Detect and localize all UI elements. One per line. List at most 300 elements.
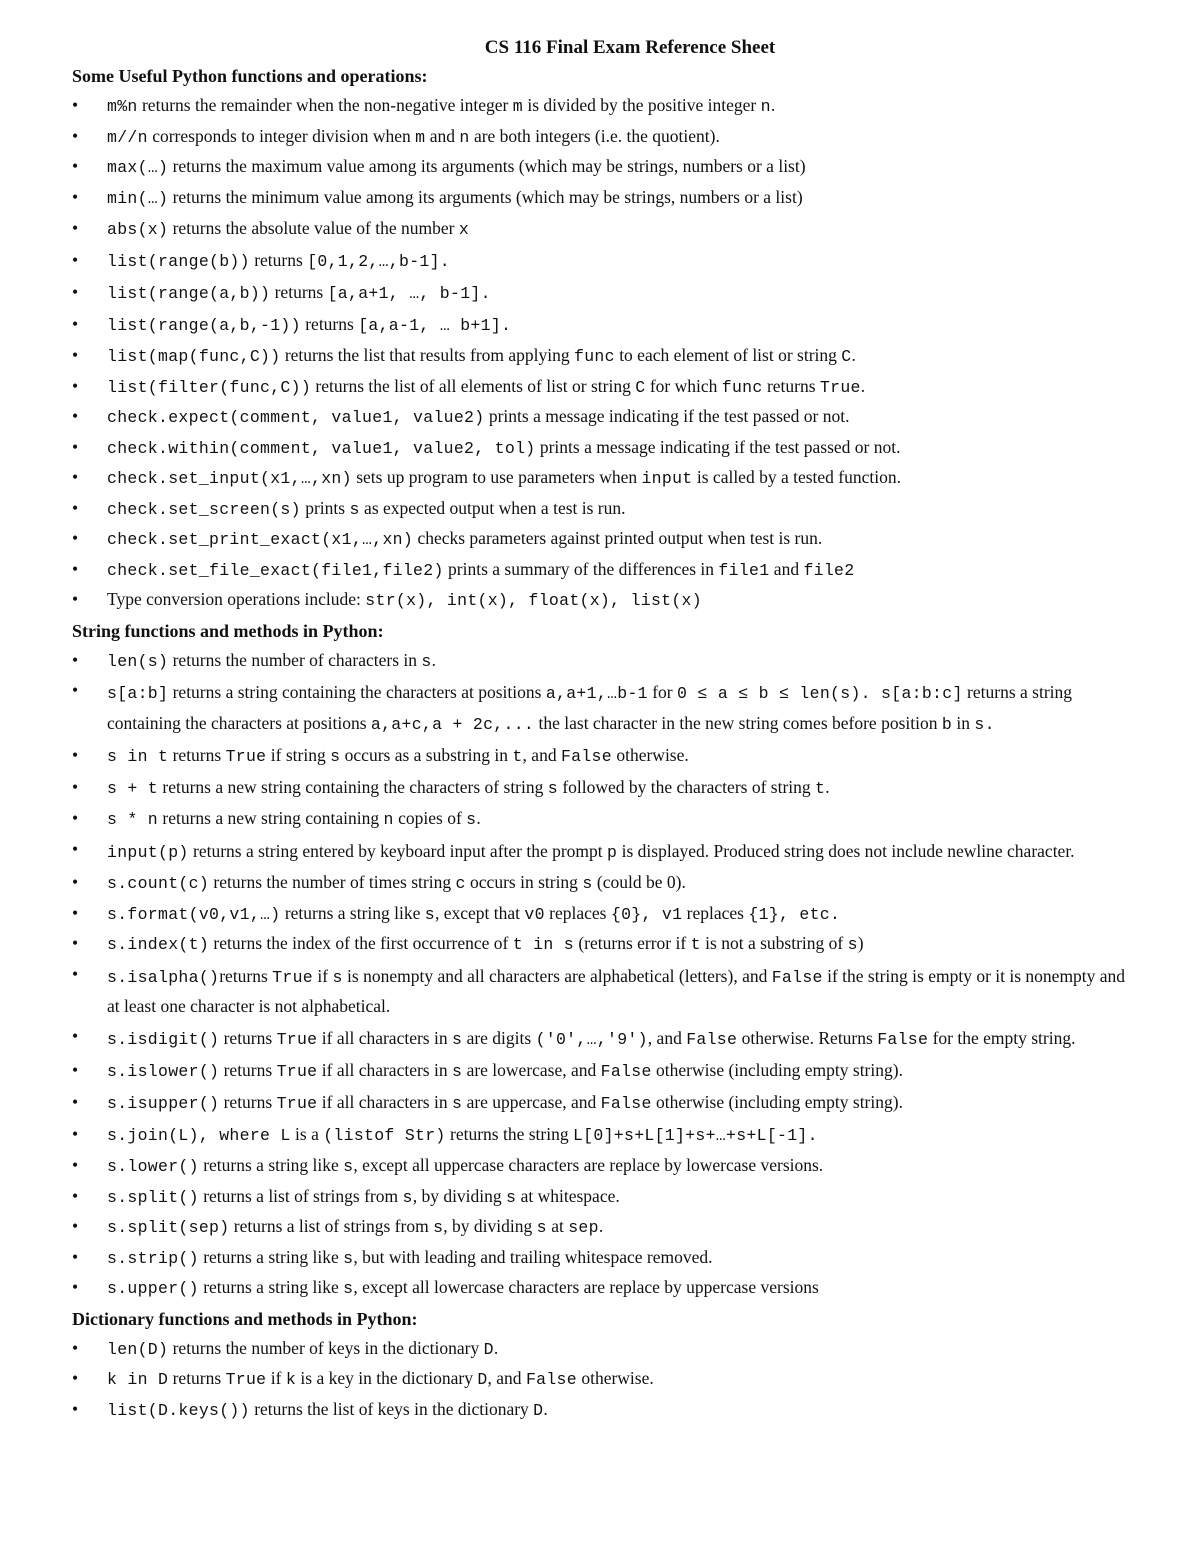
- text-fragment: as expected output when a test is run.: [359, 497, 626, 518]
- code-fragment: m: [512, 97, 523, 116]
- bullet-icon: •: [72, 1025, 79, 1046]
- text-fragment: returns the maximum value among its arguments (which may be strings, numbers or a list): [168, 156, 806, 176]
- code-fragment: s: [424, 904, 435, 924]
- code-fragment: s: [547, 779, 558, 798]
- bullet-icon: •: [72, 649, 79, 670]
- bullet-icon: •: [72, 497, 79, 518]
- text-fragment: returns: [168, 1368, 226, 1388]
- code-fragment: list(map(func,C)): [107, 347, 281, 366]
- text-fragment: if the string is empty or it is nonempty and at least one character is not alphabetical.: [107, 965, 1126, 1016]
- list-item: [72, 1022, 1132, 1056]
- text-fragment: in: [952, 712, 975, 733]
- section-some-useful: [72, 61, 1132, 616]
- list-item: [72, 835, 1132, 869]
- text-fragment: (could be 0).: [592, 872, 686, 892]
- code-fragment: list(range(a,b,-1)): [107, 316, 301, 335]
- text-fragment: if string: [266, 745, 331, 765]
- bullet-icon: •: [72, 902, 79, 923]
- text-fragment: are digits: [462, 1027, 536, 1048]
- list-item: [72, 1273, 1132, 1304]
- text-fragment: and: [769, 558, 804, 579]
- code-fragment: s.index(t): [107, 935, 210, 954]
- code-fragment: s.split(): [107, 1187, 199, 1207]
- bullet-icon: •: [72, 375, 79, 396]
- text-fragment: occurs as a substring in: [340, 745, 513, 765]
- text-fragment: returns the number of times string: [209, 872, 456, 892]
- text-fragment: returns: [300, 314, 359, 334]
- code-fragment: file2: [803, 560, 855, 580]
- list-item: [72, 463, 1132, 494]
- text-fragment: returns the number of characters in: [168, 649, 422, 670]
- code-fragment: s[a:b]: [107, 684, 169, 703]
- text-fragment: , except that: [434, 902, 525, 923]
- bullet-icon: •: [72, 282, 79, 302]
- list-item: [72, 183, 1132, 214]
- text-fragment: returns a list of strings from: [229, 1216, 434, 1236]
- text-fragment: returns the list that results from applying: [280, 345, 574, 365]
- code-fragment: D: [483, 1339, 494, 1359]
- code-fragment: s in t: [107, 747, 169, 766]
- code-fragment: True: [276, 1062, 318, 1081]
- code-fragment: True: [276, 1094, 318, 1113]
- text-fragment: returns the number of keys in the dictionary: [168, 1337, 484, 1358]
- bullet-icon: •: [72, 528, 79, 548]
- text-fragment: are lowercase, and: [462, 1060, 601, 1080]
- text-fragment: returns a new string containing: [158, 808, 384, 828]
- code-fragment: list(range(b)): [107, 252, 250, 271]
- text-fragment: , but with leading and trailing whitespace removed.: [353, 1246, 713, 1267]
- list-item: [72, 1243, 1132, 1274]
- code-fragment: min(…): [107, 188, 169, 208]
- text-fragment: for: [647, 682, 678, 702]
- code-fragment: D: [477, 1370, 488, 1389]
- text-fragment: checks parameters against printed output when test is run.: [413, 528, 823, 548]
- text-fragment: and: [425, 125, 460, 146]
- code-fragment: s: [433, 1218, 444, 1237]
- text-fragment: returns a string like: [198, 1277, 344, 1297]
- bullet-icon: •: [72, 838, 79, 859]
- text-fragment: is not a substring of: [700, 933, 848, 953]
- bullet-icon: •: [72, 777, 79, 797]
- code-fragment: s: [343, 1157, 354, 1176]
- code-fragment: v0: [524, 904, 545, 924]
- code-fragment: False: [560, 747, 612, 766]
- text-fragment: is nonempty and all characters are alphabetical (letters), and: [342, 965, 772, 986]
- code-fragment: input: [641, 469, 693, 488]
- text-fragment: .: [770, 95, 776, 115]
- bullet-icon: •: [72, 250, 79, 270]
- code-fragment: C: [635, 377, 646, 397]
- list-item: [72, 433, 1132, 464]
- text-fragment: returns: [219, 1060, 277, 1080]
- bullet-icon: •: [72, 1060, 79, 1080]
- list-item: [72, 1182, 1132, 1213]
- text-fragment: returns a string entered by keyboard input after the prompt: [188, 840, 608, 861]
- list-item: [72, 1334, 1132, 1365]
- bullet-icon: •: [72, 589, 79, 609]
- code-fragment: t: [512, 747, 523, 766]
- bullet-icon: •: [72, 218, 79, 238]
- code-fragment: s: [402, 1187, 413, 1207]
- bullet-icon: •: [72, 808, 79, 828]
- code-fragment: s: [349, 499, 360, 519]
- bullet-icon: •: [72, 125, 79, 146]
- code-fragment: False: [877, 1029, 929, 1049]
- list-item: [72, 960, 1132, 1022]
- list-item: [72, 372, 1132, 403]
- code-fragment: True: [225, 1370, 267, 1389]
- list-item: [72, 929, 1132, 960]
- text-fragment: .: [825, 777, 830, 797]
- list-item: [72, 1151, 1132, 1182]
- text-fragment: ): [857, 933, 864, 953]
- text-fragment: prints a summary of the differences in: [443, 558, 719, 579]
- code-fragment: s.: [974, 714, 995, 734]
- code-fragment: True: [819, 377, 861, 397]
- text-fragment: occurs in string: [465, 872, 583, 892]
- code-fragment: s: [343, 1248, 354, 1268]
- text-fragment: replaces: [682, 902, 749, 923]
- bullet-list: [72, 1334, 1132, 1426]
- text-fragment: at: [546, 1216, 569, 1236]
- text-fragment: corresponds to integer division when: [147, 125, 416, 146]
- text-fragment: returns the absolute value of the number: [168, 218, 459, 238]
- list-item: [72, 1212, 1132, 1243]
- code-fragment: True: [276, 1029, 318, 1049]
- list-item: [72, 213, 1132, 245]
- bullet-icon: •: [72, 1368, 79, 1388]
- code-fragment: check.expect(comment, value1, value2): [107, 408, 485, 427]
- code-fragment: s.isdigit(): [107, 1029, 220, 1049]
- code-fragment: False: [771, 967, 823, 987]
- code-fragment: c: [455, 874, 466, 893]
- code-fragment: s.join(L), where L: [107, 1126, 291, 1145]
- bullet-icon: •: [72, 467, 79, 487]
- code-fragment: list(filter(func,C)): [107, 377, 312, 397]
- code-fragment: s.split(sep): [107, 1218, 230, 1237]
- bullet-list: [72, 646, 1132, 1304]
- text-fragment: .: [598, 1216, 604, 1236]
- section-string-functions: [72, 616, 1132, 1304]
- bullet-icon: •: [72, 1155, 79, 1175]
- text-fragment: if all characters in: [317, 1027, 452, 1048]
- bullet-icon: •: [72, 963, 79, 984]
- text-fragment: , and: [647, 1027, 687, 1048]
- text-fragment: , except all uppercase characters are replace by lowercase versions.: [353, 1155, 824, 1175]
- text-fragment: otherwise.: [611, 745, 689, 765]
- list-item: [72, 277, 1132, 309]
- code-fragment: len(D): [107, 1339, 169, 1359]
- text-fragment: is a key in the dictionary: [296, 1368, 478, 1388]
- bullet-list: [72, 91, 1132, 616]
- code-fragment: s: [451, 1094, 463, 1113]
- code-fragment: input(p): [107, 842, 189, 862]
- code-fragment: m: [415, 127, 426, 147]
- code-fragment: str(x), int(x), float(x), list(x): [365, 591, 702, 610]
- code-fragment: func: [574, 347, 615, 366]
- bullet-icon: •: [72, 406, 79, 426]
- text-fragment: returns: [249, 250, 308, 270]
- text-fragment: returns: [219, 1092, 277, 1112]
- text-fragment: returns: [168, 745, 226, 765]
- section-heading: String functions and methods in Python:: [72, 620, 384, 641]
- code-fragment: {0}, v1: [610, 904, 683, 924]
- text-fragment: prints: [300, 497, 350, 518]
- code-fragment: x: [458, 220, 470, 239]
- text-fragment: returns a list of strings from: [198, 1185, 403, 1206]
- section-dictionary-functions: [72, 1304, 1132, 1426]
- code-fragment: t: [690, 935, 701, 954]
- bullet-icon: •: [72, 558, 79, 579]
- text-fragment: is divided by the positive integer: [522, 95, 761, 115]
- text-fragment: Type conversion operations include:: [107, 589, 366, 609]
- bullet-icon: •: [72, 1092, 79, 1112]
- code-fragment: C: [841, 347, 852, 366]
- bullet-icon: •: [72, 933, 79, 953]
- reference-content: [72, 61, 1132, 1425]
- code-fragment: k: [285, 1370, 297, 1389]
- list-item: [72, 122, 1132, 153]
- code-fragment: file1: [718, 560, 770, 580]
- code-fragment: s: [332, 967, 343, 987]
- code-fragment: [a,a+1, …, b-1].: [327, 284, 491, 303]
- list-item: [72, 341, 1132, 372]
- text-fragment: (returns error if: [573, 933, 691, 953]
- text-fragment: for the empty string.: [928, 1027, 1076, 1048]
- code-fragment: list(D.keys()): [107, 1400, 250, 1420]
- list-item: [72, 740, 1132, 772]
- text-fragment: if all characters in: [317, 1060, 452, 1080]
- code-fragment: s.upper(): [107, 1279, 199, 1298]
- bullet-icon: •: [72, 186, 79, 207]
- bullet-icon: •: [72, 1185, 79, 1206]
- text-fragment: sets up program to use parameters when: [351, 467, 642, 487]
- text-fragment: is a: [290, 1124, 324, 1144]
- text-fragment: if: [313, 965, 333, 986]
- code-fragment: s: [536, 1218, 547, 1237]
- bullet-icon: •: [72, 1398, 79, 1419]
- list-item: [72, 524, 1132, 555]
- text-fragment: is called by a tested function.: [692, 467, 901, 487]
- list-item: [72, 555, 1132, 586]
- section-heading: Dictionary functions and methods in Python:: [72, 1308, 418, 1329]
- text-fragment: are both integers (i.e. the quotient).: [469, 125, 720, 146]
- text-fragment: if all characters in: [317, 1092, 452, 1112]
- code-fragment: s.lower(): [107, 1157, 199, 1176]
- code-fragment: s: [343, 1279, 354, 1298]
- bullet-icon: •: [72, 1337, 79, 1358]
- text-fragment: returns: [270, 282, 328, 302]
- page-title: CS 116 Final Exam Reference Sheet: [484, 37, 776, 58]
- list-item: [72, 1395, 1132, 1426]
- text-fragment: followed by the characters of string: [557, 777, 816, 797]
- text-fragment: returns a new string containing the characters of string: [158, 777, 548, 797]
- list-item: [72, 1055, 1132, 1087]
- text-fragment: .: [476, 808, 481, 828]
- text-fragment: replaces: [544, 902, 611, 923]
- code-fragment: n: [760, 97, 771, 116]
- list-item: [72, 899, 1132, 930]
- code-fragment: list(range(a,b)): [107, 284, 271, 303]
- code-fragment: s: [582, 874, 593, 893]
- list-item: [72, 1087, 1132, 1119]
- code-fragment: s: [847, 935, 858, 954]
- code-fragment: s.isalpha(): [107, 967, 220, 987]
- code-fragment: k in D: [107, 1370, 169, 1389]
- code-fragment: func: [721, 377, 763, 397]
- text-fragment: , by dividing: [412, 1185, 507, 1206]
- code-fragment: check.set_print_exact(x1,…,xn): [107, 530, 414, 549]
- code-fragment: {1}, etc.: [748, 904, 841, 924]
- text-fragment: , and: [487, 1368, 526, 1388]
- code-fragment: check.within(comment, value1, value2, tol): [107, 438, 536, 458]
- bullet-icon: •: [72, 1216, 79, 1236]
- text-fragment: returns: [219, 965, 273, 986]
- text-fragment: for which: [645, 375, 722, 396]
- text-fragment: returns the minimum value among its arguments (which may be strings, numbers or a list): [168, 186, 803, 207]
- code-fragment: n: [459, 127, 470, 147]
- text-fragment: returns a string like: [198, 1246, 344, 1267]
- code-fragment: m//n: [107, 127, 148, 147]
- code-fragment: s: [451, 1062, 463, 1081]
- section-heading: Some Useful Python functions and operations:: [72, 66, 428, 86]
- list-item: [72, 494, 1132, 525]
- code-fragment: L[0]+s+L[1]+s+…+s+L[-1].: [572, 1126, 818, 1145]
- code-fragment: s * n: [107, 810, 159, 829]
- code-fragment: False: [600, 1094, 652, 1113]
- code-fragment: False: [525, 1370, 577, 1389]
- list-item: [72, 1119, 1132, 1151]
- bullet-icon: •: [72, 1246, 79, 1267]
- code-fragment: b: [941, 714, 953, 734]
- bullet-icon: •: [72, 156, 79, 176]
- text-fragment: to each element of list or string: [614, 345, 842, 365]
- code-fragment: abs(x): [107, 220, 169, 239]
- bullet-icon: •: [72, 1124, 79, 1144]
- list-item: [72, 585, 1132, 616]
- list-item: [72, 676, 1132, 740]
- code-fragment: s.format(v0,v1,…): [107, 904, 281, 924]
- code-fragment: s: [451, 1029, 463, 1049]
- code-fragment: a,a+c,a + 2c,...: [370, 714, 535, 734]
- code-fragment: n: [383, 810, 394, 829]
- list-item: [72, 772, 1132, 804]
- text-fragment: returns the list of all elements of list or string: [311, 375, 636, 396]
- bullet-icon: •: [72, 745, 79, 765]
- code-fragment: 0 ≤ a ≤ b ≤ len(s). s[a:b:c]: [677, 684, 963, 703]
- bullet-icon: •: [72, 872, 79, 892]
- code-fragment: len(s): [107, 651, 169, 671]
- code-fragment: s.count(c): [107, 874, 210, 893]
- list-item: [72, 868, 1132, 899]
- text-fragment: returns the index of the first occurrence of: [209, 933, 513, 953]
- code-fragment: s.isupper(): [107, 1094, 220, 1113]
- text-fragment: are uppercase, and: [462, 1092, 601, 1112]
- bullet-icon: •: [72, 1277, 79, 1297]
- text-fragment: returns the list of keys in the dictionary: [249, 1398, 534, 1419]
- code-fragment: t: [815, 779, 826, 798]
- bullet-icon: •: [72, 345, 79, 365]
- code-fragment: False: [600, 1062, 652, 1081]
- list-item: [72, 402, 1132, 433]
- code-fragment: D: [533, 1400, 544, 1420]
- text-fragment: returns the remainder when the non-negative integer: [137, 95, 513, 115]
- text-fragment: returns a string containing the characters at positions: [168, 682, 546, 702]
- code-fragment: s: [466, 810, 477, 829]
- code-fragment: t in s: [512, 935, 574, 954]
- list-item: [72, 309, 1132, 341]
- text-fragment: if: [266, 1368, 286, 1388]
- text-fragment: returns a string containing the characters at positions: [107, 682, 1073, 733]
- text-fragment: prints a message indicating if the test passed or not.: [535, 436, 901, 457]
- text-fragment: .: [851, 345, 856, 365]
- list-item: [72, 91, 1132, 122]
- code-fragment: s.strip(): [107, 1248, 199, 1268]
- code-fragment: s: [506, 1187, 517, 1207]
- text-fragment: , by dividing: [443, 1216, 537, 1236]
- code-fragment: s: [330, 747, 341, 766]
- code-fragment: sep: [568, 1218, 599, 1237]
- code-fragment: True: [272, 967, 314, 987]
- list-item: [72, 245, 1132, 277]
- text-fragment: returns: [219, 1027, 277, 1048]
- list-item: [72, 804, 1132, 835]
- text-fragment: otherwise.: [576, 1368, 654, 1388]
- code-fragment: check.set_input(x1,…,xn): [107, 469, 352, 488]
- text-fragment: at whitespace.: [516, 1185, 620, 1206]
- text-fragment: otherwise. Returns: [737, 1027, 878, 1048]
- code-fragment: True: [225, 747, 267, 766]
- text-fragment: , and: [522, 745, 561, 765]
- code-fragment: [0,1,2,…,b-1].: [307, 252, 451, 271]
- bullet-icon: •: [72, 314, 79, 334]
- list-item: [72, 646, 1132, 677]
- text-fragment: , except all lowercase characters are replace by uppercase versions: [353, 1277, 819, 1297]
- code-fragment: a,a+1,…b-1: [545, 684, 648, 703]
- bullet-icon: •: [72, 680, 79, 700]
- text-fragment: .: [860, 375, 866, 396]
- text-fragment: returns the string: [445, 1124, 573, 1144]
- code-fragment: False: [686, 1029, 738, 1049]
- code-fragment: s + t: [107, 779, 159, 798]
- text-fragment: returns a string like: [198, 1155, 344, 1175]
- bullet-icon: •: [72, 436, 79, 457]
- code-fragment: [a,a-1, … b+1].: [358, 316, 512, 335]
- text-fragment: .: [431, 649, 436, 670]
- text-fragment: prints a message indicating if the test passed or not.: [484, 406, 850, 426]
- list-item: [72, 1364, 1132, 1395]
- text-fragment: the last character in the new string comes before position: [534, 712, 942, 733]
- text-fragment: returns: [762, 375, 820, 396]
- code-fragment: s.islower(): [107, 1062, 220, 1081]
- bullet-icon: •: [72, 95, 79, 115]
- code-fragment: ('0',…,'9'): [535, 1029, 648, 1049]
- code-fragment: max(…): [107, 158, 169, 177]
- text-fragment: .: [543, 1398, 548, 1419]
- text-fragment: otherwise (including empty string).: [651, 1092, 903, 1112]
- code-fragment: (listof Str): [323, 1126, 446, 1145]
- text-fragment: copies of: [393, 808, 467, 828]
- code-fragment: m%n: [107, 97, 138, 116]
- text-fragment: is displayed. Produced string does not include newline character.: [617, 840, 1075, 861]
- text-fragment: otherwise (including empty string).: [651, 1060, 903, 1080]
- code-fragment: check.set_file_exact(file1,file2): [107, 560, 444, 580]
- code-fragment: s: [421, 651, 432, 671]
- text-fragment: returns a string like: [280, 902, 425, 923]
- text-fragment: .: [493, 1337, 499, 1358]
- code-fragment: p: [607, 842, 618, 862]
- code-fragment: check.set_screen(s): [107, 499, 301, 519]
